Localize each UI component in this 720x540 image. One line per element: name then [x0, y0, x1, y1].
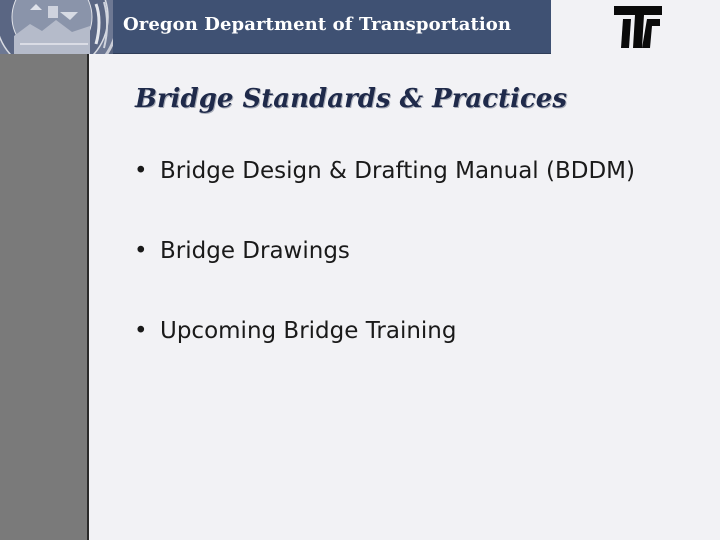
oregon-seal-icon — [0, 0, 113, 54]
agency-name: Oregon Department of Transportation — [123, 14, 512, 35]
bullet-item: • Bridge Drawings — [134, 234, 694, 268]
odot-logo-icon — [612, 4, 664, 50]
bullet-item: • Bridge Design & Drafting Manual (BDDM) — [134, 154, 694, 188]
bullet-list — [134, 154, 694, 394]
bullet-item: • Upcoming Bridge Training — [134, 314, 694, 348]
header-banner — [0, 0, 551, 54]
left-sidebar-bar — [0, 54, 89, 540]
slide-title: Bridge Standards & Practices — [135, 84, 567, 114]
